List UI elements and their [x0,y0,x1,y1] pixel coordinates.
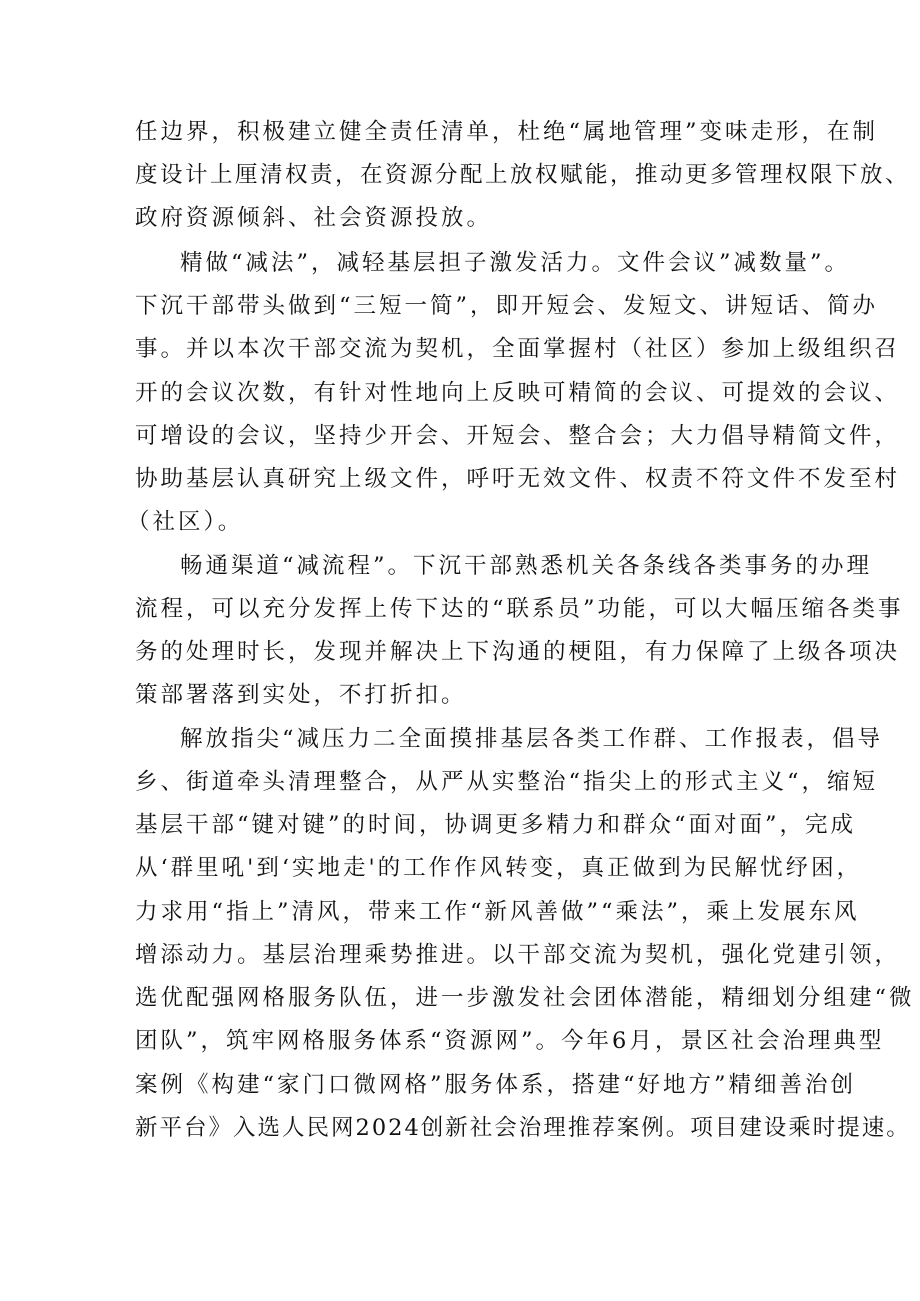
text-line: 开的会议次数，有针对性地向上反映可精简的会议、可提效的会议、 [135,380,901,406]
text-line: 流程，可以充分发挥上传下达的“联系员”功能，可以大幅压缩各类事 [135,596,904,622]
text-line: 任边界，积极建立健全责任清单，杜绝“属地管理”变味走形，在制 [135,119,879,145]
text-line: 案例《构建“家门口微网格”服务体系，搭建“好地方”精细善治创 [135,1072,857,1098]
text-line: 增添动力。基层治理乘势推进。以干部交流为契机，强化党建引领， [135,942,901,968]
text-line: 基层干部“键对键”的时间，协调更多精力和群众“面对面”，完成 [135,812,857,838]
text-line: 解放指尖“减压力二全面摸排基层各类工作群、工作报表，倡导 [180,726,884,752]
text-line: 畅通渠道“减流程”。下沉干部熟悉机关各条线各类事务的办理 [180,553,873,579]
text-line: 下沉干部带头做到“三短一简”，即开短会、发短文、讲短话、简办 [135,293,879,319]
text-line: 选优配强网格服务队伍，进一步激发社会团体潜能，精细划分组建“微 [135,985,915,1011]
text-line: 策部署落到实处，不打折扣。 [135,682,467,708]
text-line: （社区）。 [127,509,244,535]
text-line: 度设计上厘清权责，在资源分配上放权赋能，推动更多管理权限下放、 [135,162,911,188]
text-line: 可增设的会议，坚持少开会、开短会、整合会；大力倡导精简文件， [135,423,901,449]
text-line: 政府资源倾斜、社会资源投放。 [135,205,493,231]
text-line: 从‘群里吼'到‘实地走'的工作作风转变，真正做到为民解忧纾困， [135,855,863,881]
text-line: 新平台》入选人民网2024创新社会治理推荐案例。项目建设乘时提速。 [135,1115,911,1141]
text-line: 力求用“指上”清风，带来工作“新风善做”“乘法”，乘上发展东风 [135,899,860,925]
text-line: 协助基层认真研究上级文件，呼吁无效文件、权责不符文件不发至村 [135,466,901,492]
text-line: 团队”，筑牢网格服务体系“资源网”。今年6月，景区社会治理典型 [135,1028,885,1054]
text-line: 事。并以本次干部交流为契机，全面掌握村（社区）参加上级组织召 [135,336,901,362]
text-line: 务的处理时长，发现并解决上下沟通的梗阻，有力保障了上级各项决 [135,639,901,665]
text-line: 精做“减法”，减轻基层担子激发活力。文件会议”减数量”。 [180,250,851,276]
text-line: 乡、街道牵头清理整合，从严从实整治“指尖上的形式主义“，缩短 [135,769,879,795]
